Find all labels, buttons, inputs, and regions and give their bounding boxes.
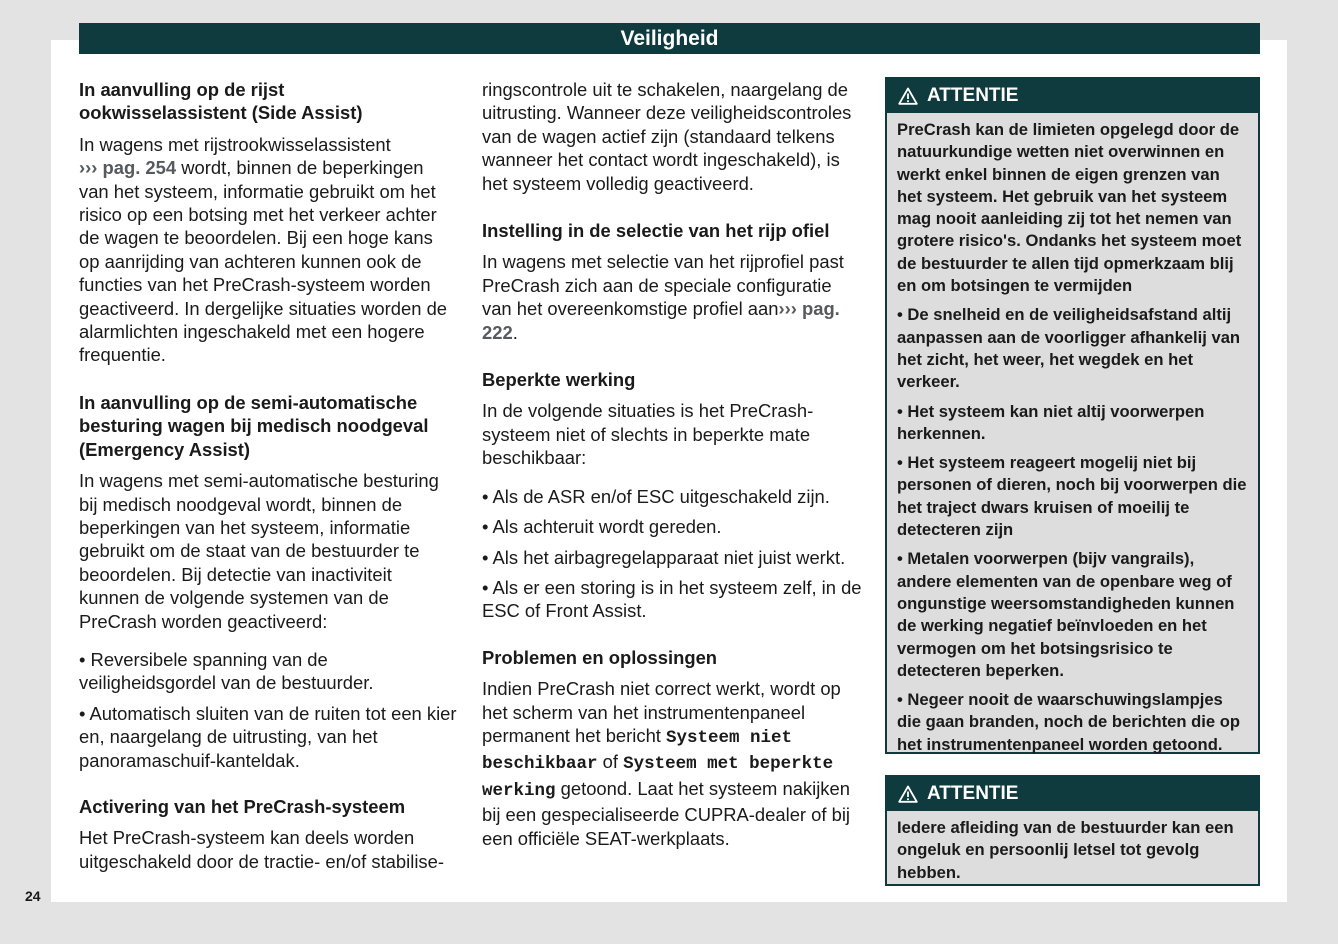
attention-body	[887, 811, 1258, 888]
list-item: • Metalen voorwerpen (bijv vangrails), andere elementen van de openbare weg of ongunstige weersomstandigheden kunnen de werking negatief beïnvloeden en het vermogen om het botsingsrisico te detecteren beperken.	[897, 549, 1235, 680]
list-item: • Als achteruit wordt gereden.	[482, 516, 722, 538]
attention-text: Iedere afleiding van de bestuurder kan een ongeluk en persoonlij letsel tot gevolg hebben.	[897, 818, 1234, 882]
list-item: • Als de ASR en/of ESC uitgeschakeld zijn.	[482, 485, 830, 507]
emergency-bullet-list	[79, 648, 457, 772]
heading-emergency-assist: In aanvulling op de semi-automatische besturing wagen bij medisch noodgeval (Emergency Assist)	[79, 391, 429, 460]
heading-limited-operation: Beperkte werking	[482, 369, 636, 391]
warning-triangle-icon	[898, 785, 918, 803]
section-title-banner: Veiligheid	[79, 23, 1260, 54]
page-reference-link[interactable]: pag. 222	[482, 298, 840, 343]
attention-intro: PreCrash kan de limieten opgelegd door de natuurkundige wetten niet overwinnen en werkt enkel binnen de eigen grenzen van het systeem. Het gebruik van het systeem mag nooit aanleiding zij tot het nemen van grotere risico's. Ondanks het systeem moet de bestuurder te allen tijd opmerkzaam blij en om botsingen te vermijden	[897, 120, 1242, 296]
list-item: • Negeer nooit de waarschuwingslampjes die gaan branden, noch de berichten die op het instrumentenpaneel worden getoond.	[897, 690, 1240, 754]
heading-side-assist: In aanvulling op de rijst ookwisselassistent (Side Assist)	[79, 79, 363, 124]
paragraph-limited-operation: In de volgende situaties is het PreCrash-systeem niet of slechts in beperkte mate beschikbaar:	[482, 400, 814, 469]
reference-arrow-icon: ›››	[79, 157, 98, 179]
side-assist-text-end: wordt, binnen de beperkingen van het systeem, informatie gebruikt om het risico op een botsing met het verkeer achter de wagen te beoordelen. Bij een hoge kans op aanrijding van achteren kunnen ook de functies van het PreCrash-systeem worden geactiveerd. In dergelijke situaties worden de alarmlichten ingeschakeld met een hogere frequentie.	[79, 157, 448, 366]
list-item: • De snelheid en de veiligheidsafstand altij aanpassen aan de voorligger afhankelij van het zicht, het weer, het wegdek en het verkeer.	[897, 305, 1241, 392]
heading-problems: Problemen en oplossingen	[482, 646, 718, 668]
attention-box-2	[885, 775, 1260, 886]
column-left	[79, 78, 457, 873]
heading-activation: Activering van het PreCrash-systeem	[79, 795, 406, 817]
list-item: • Het systeem kan niet altij voorwerpen herkennen.	[897, 401, 1205, 443]
problems-text-start: Indien PreCrash niet correct werkt, wordt op het scherm van het instrumentenpaneel permanent het bericht	[482, 678, 841, 746]
attention-body	[887, 113, 1258, 760]
problems-text-or: of	[597, 751, 624, 773]
side-assist-text-start: In wagens met rijstrookwisselassistent	[79, 133, 391, 155]
profile-text: In wagens met selectie van het rijprofiel past PreCrash zich aan de speciale configuratie van het overeenkomstige profiel aan	[482, 251, 844, 320]
list-item: • Automatisch sluiten van de ruiten tot een kier en, naargelang de uitrusting, van het panoramaschuif-kanteldak.	[79, 702, 457, 771]
problems-text-end: getoond. Laat het systeem nakijken bij een gespecialiseerde CUPRA-dealer of bij een officiële SEAT-werkplaats.	[482, 777, 851, 849]
attention-header	[887, 777, 1258, 811]
attention-title: ATTENTIE	[927, 783, 1019, 804]
heading-driving-profile: Instelling in de selectie van het rijp ofiel	[482, 220, 830, 242]
attention-title: ATTENTIE	[927, 85, 1019, 106]
page-reference-link[interactable]: pag. 254	[102, 157, 177, 179]
paragraph-side-assist	[79, 133, 457, 367]
list-item: • Als het airbagregelapparaat niet juist werkt.	[482, 546, 846, 568]
paragraph-activation: Het PreCrash-systeem kan deels worden uitgeschakeld door de tractie- en/of stabilise-	[79, 827, 444, 872]
paragraph-emergency-assist: In wagens met semi-automatische besturing bij medisch noodgeval wordt, binnen de beperkingen van het systeem, informatie gebruikt om de staat van de bestuurder te beoordelen. Bij detectie van inactiviteit kunnen de volgende systemen van de PreCrash worden geactiveerd:	[79, 470, 439, 632]
page-number: 24	[25, 888, 41, 904]
list-item: • Het systeem reageert mogelij niet bij personen of dieren, noch bij voorwerpen die het traject dwars kruisen of moeilij te detecteren zijn	[897, 453, 1247, 540]
list-item: • Reversibele spanning van de veiligheidsgordel van de bestuurder.	[79, 648, 374, 694]
profile-text-end: .	[512, 321, 518, 343]
paragraph-continuation: ringscontrole uit te schakelen, naargelang de uitrusting. Wanneer deze veiligheidscontroles van de wagen actief zijn (standaard telkens wanneer het contact wordt ingeschakeld), is het systeem volledig geactiveerd.	[482, 79, 852, 194]
column-middle	[482, 78, 862, 850]
message-not-available: Systeem niet beschikbaar	[482, 727, 793, 775]
list-item: • Als er een storing is in het systeem zelf, in de ESC of Front Assist.	[482, 576, 862, 622]
limited-bullet-list	[482, 485, 862, 623]
message-limited-operation: Systeem met beperkte werking	[482, 754, 834, 801]
paragraph-problems	[482, 677, 862, 850]
paragraph-driving-profile	[482, 250, 862, 344]
attention-box-1	[885, 77, 1260, 754]
attention-header	[887, 79, 1258, 113]
warning-triangle-icon	[898, 87, 918, 105]
reference-arrow-icon: ›››	[778, 298, 797, 320]
